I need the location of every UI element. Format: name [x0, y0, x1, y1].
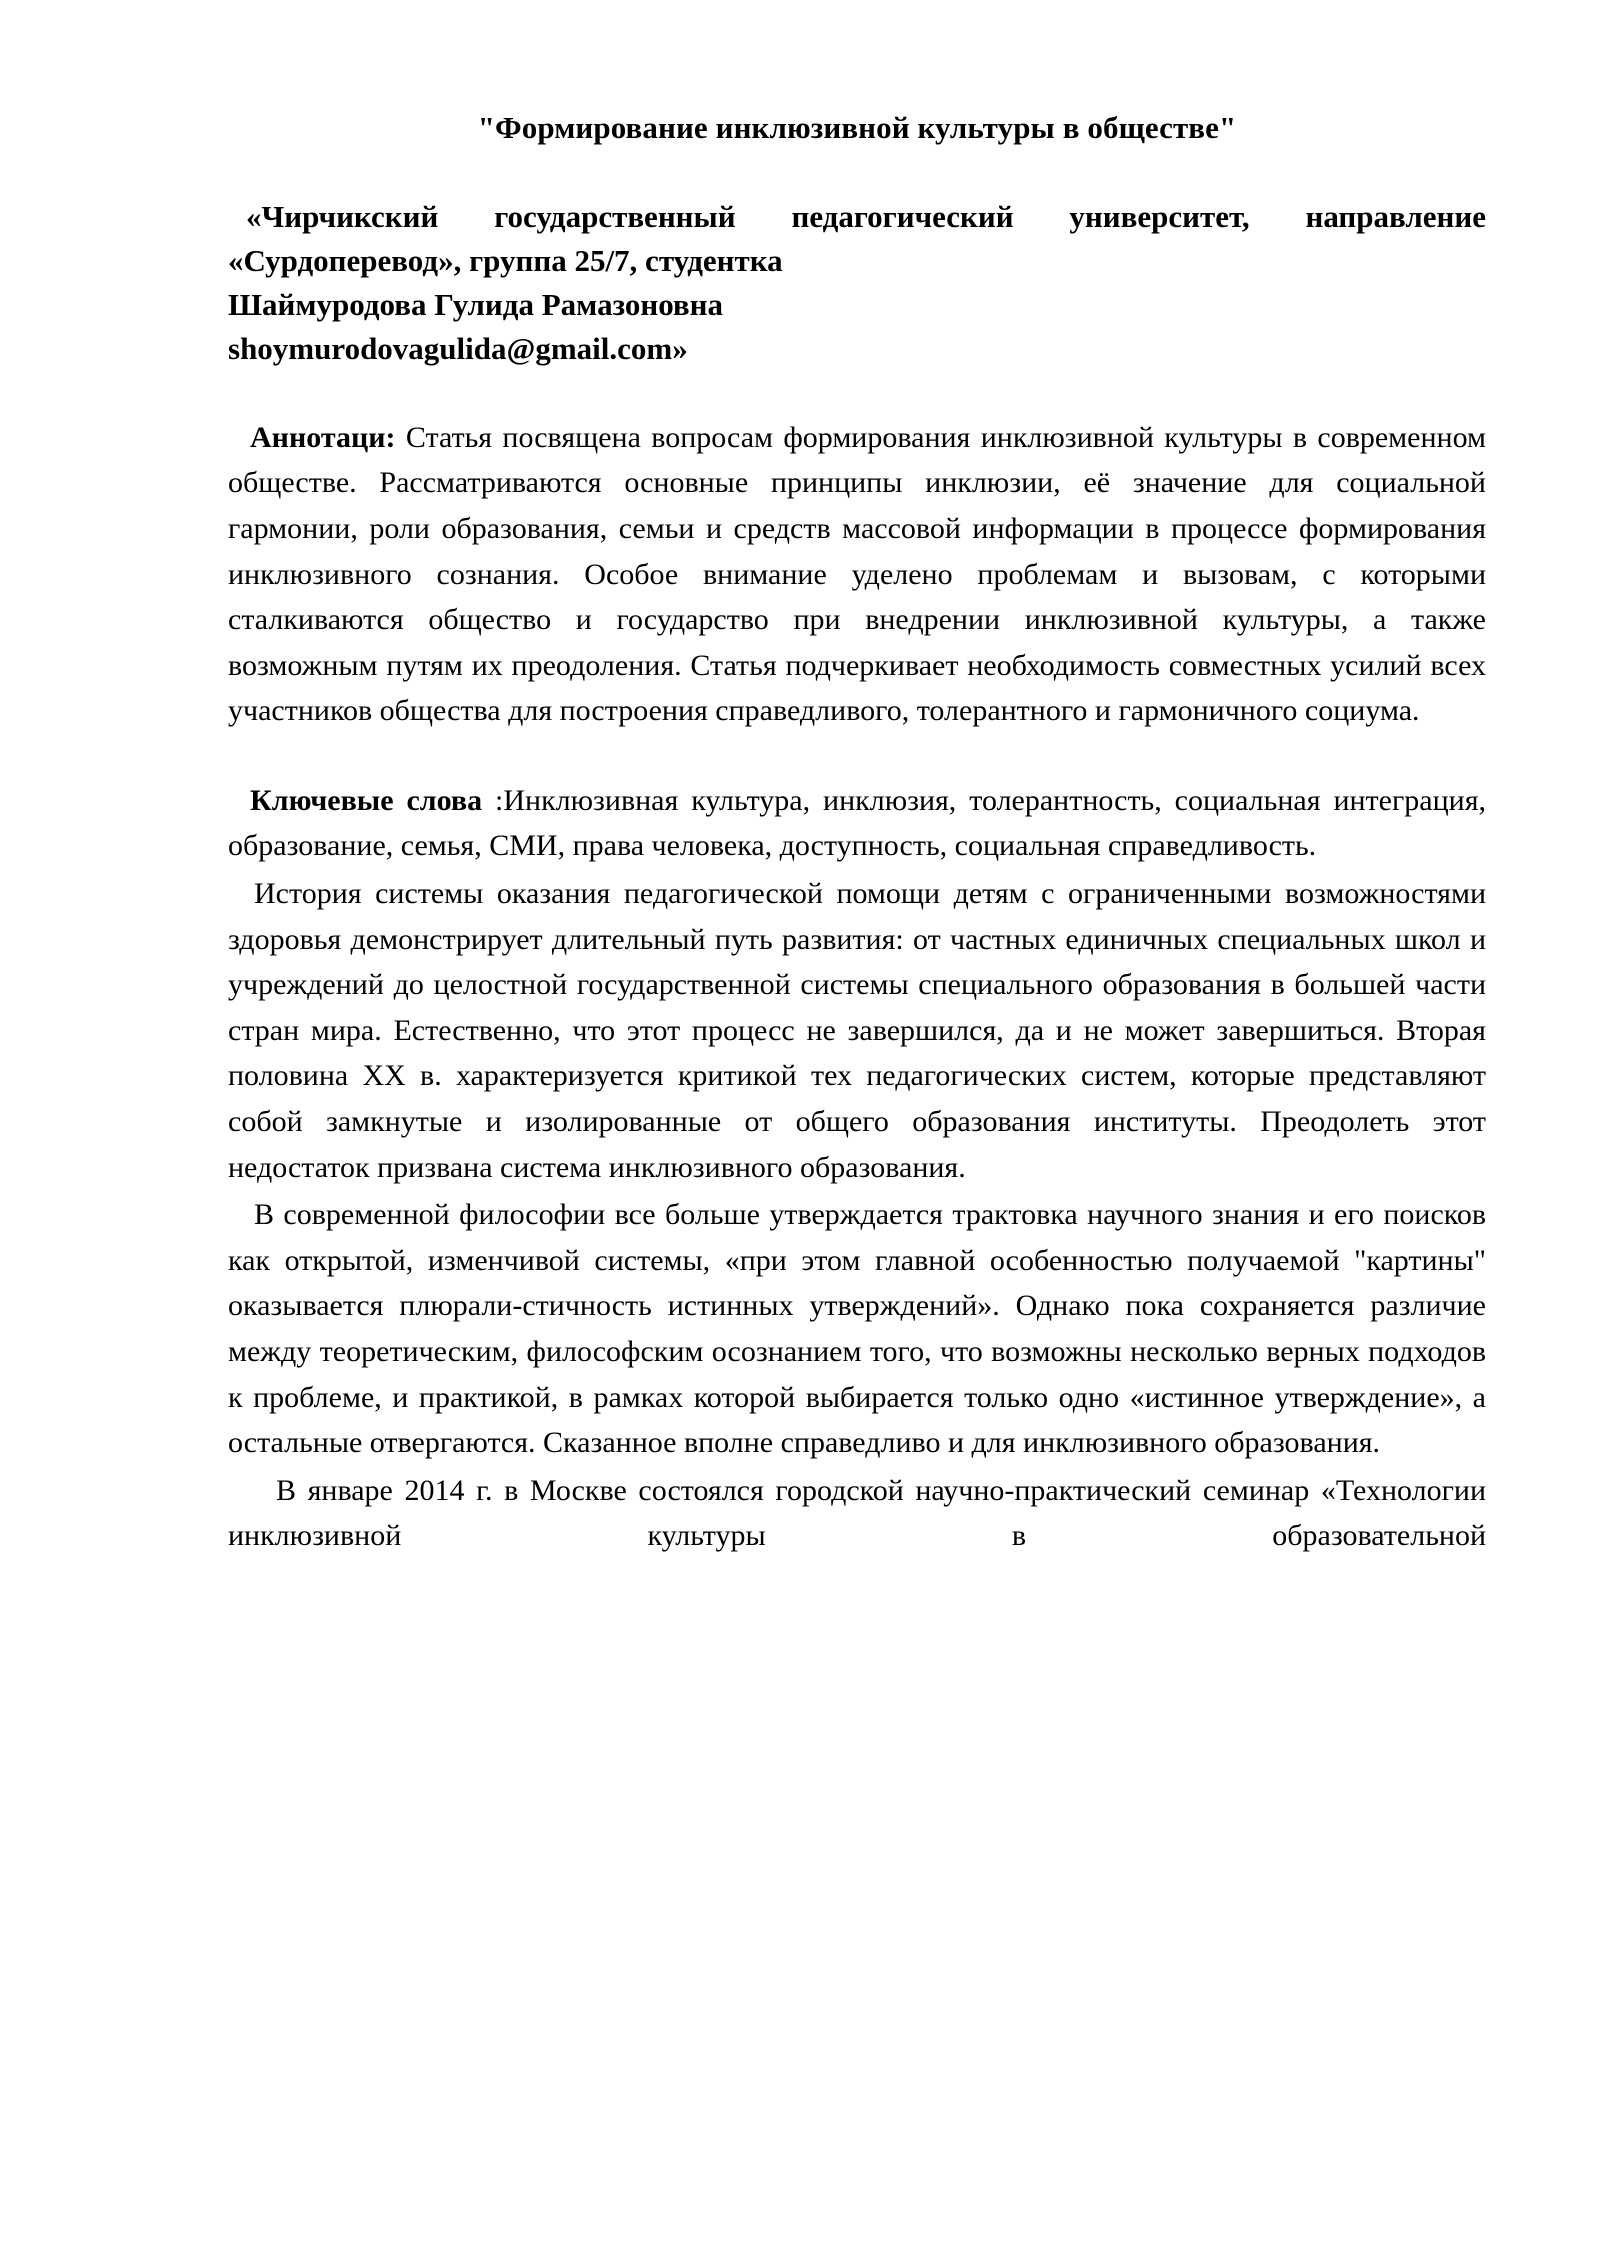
body-paragraph-1: История системы оказания педагогической помощи детям с ограниченными возможностями здоровья демонстрирует длительный путь развития: от частных единичных специальных школ и учреждений до целостной государственной системы специального образования в большей части стран мира. Естественно, что этот процесс не завершился, да и не может завершиться. Вторая половина XX в. характеризуется критикой тех педагогических систем, которые представляют собой замкнутые и изолированные от общего образования институты. Преодолеть этот недостаток призвана система инклюзивного образования. — [228, 877, 1486, 1184]
keywords-text: :Инклюзивная культура, инклюзия, толерантность, социальная интеграция, образование, семья, СМИ, права человека, доступность, социальная справедливость. — [228, 783, 1487, 863]
affiliation-line-1: «Чирчикский государственный педагогический университет, направление «Сурдоперевод», группа 25/7, студентка — [228, 198, 1486, 278]
abstract-label: Аннотаци: — [250, 420, 396, 454]
document-content — [228, 0, 1486, 1559]
body-paragraph-3: В январе 2014 г. в Москве состоялся городской научно-практический семинар «Технологии инклюзивной культуры в образовательной — [228, 1473, 1486, 1553]
keywords-paragraph — [228, 734, 1486, 869]
abstract-paragraph — [228, 371, 1486, 734]
body-paragraph-2: В современной философии все больше утверждается трактовка научного знания и его поисков как открытой, изменчивой системы, «при этом главной особенностью получаемой "картины" оказывается плюрали-стичность истинных утверждений». Однако пока сохраняется различие между теоретическим, философским осознанием того, что возможны несколько верных подходов к проблеме, и практикой, в рамках которой выбирается только одно «истинное утверждение», а остальные отвергаются. Сказанное вполне справедливо и для инклюзивного образования. — [228, 1198, 1486, 1460]
keywords-label: Ключевые слова — [250, 783, 483, 817]
abstract-text: Статья посвящена вопросам формирования инклюзивной культуры в современном обществе. Рассматриваются основные принципы инклюзии, её значение для социальной гармонии, роли образования, семьи и средств массовой информации в процессе формирования инклюзивного сознания. Особое внимание уделено проблемам и вызовам, с которыми сталкиваются общество и государство при внедрении инклюзивной культуры, а также возможным путям их преодоления. Статья подчеркивает необходимость совместных усилий всех участников общества для построения справедливого, толерантного и гармоничного социума. — [228, 420, 1486, 728]
affiliation-email: shoymurodovagulida@gmail.com» — [228, 330, 688, 366]
page-title: "Формирование инклюзивной культуры в обществе" — [477, 110, 1237, 145]
affiliation-author-name: Шаймуродова Гулида Рамазоновна — [228, 286, 724, 322]
